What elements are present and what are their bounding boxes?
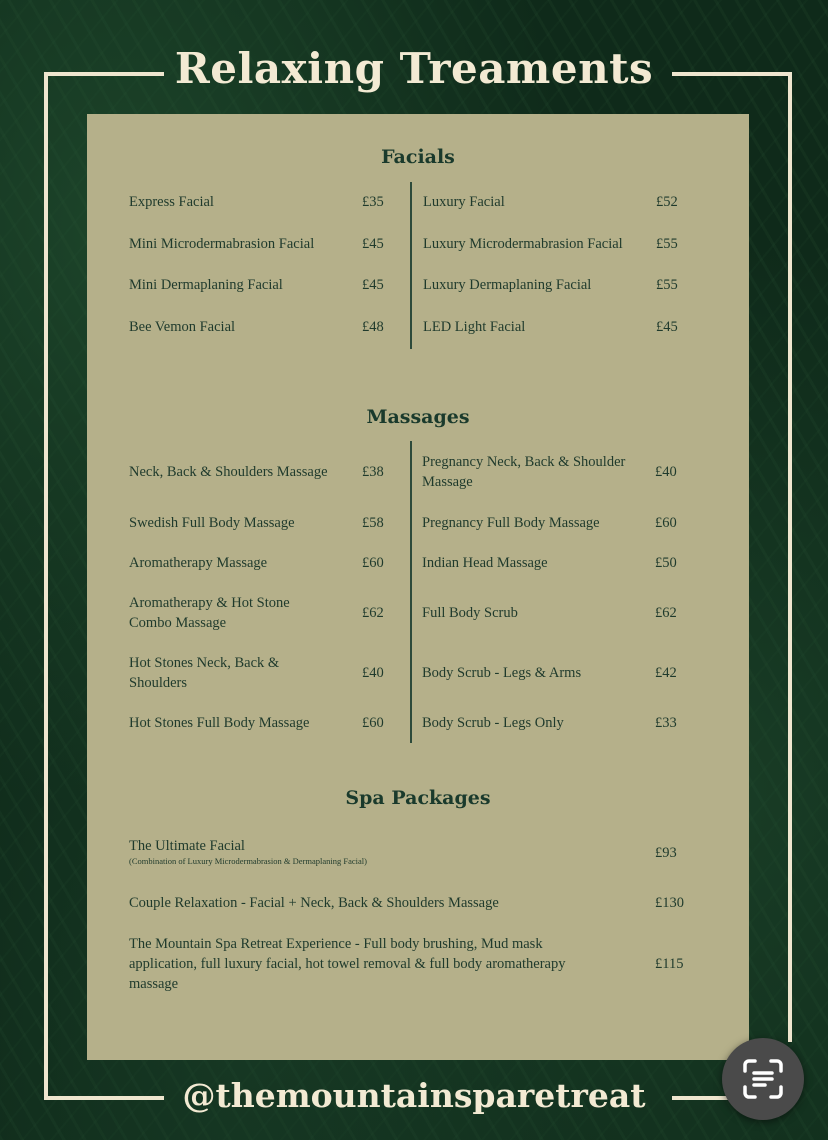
section-title-packages: Spa Packages: [345, 787, 491, 809]
massage-price: £60: [655, 515, 677, 531]
package-price: £130: [655, 895, 684, 911]
massage-item: Aromatherapy & Hot Stone Combo Massage: [129, 595, 290, 631]
text-scan-button[interactable]: [722, 1038, 804, 1120]
facial-price: £45: [656, 319, 678, 335]
facial-price: £55: [656, 277, 678, 293]
massage-price: £50: [655, 555, 677, 571]
facial-price: £35: [362, 194, 384, 210]
section-title-facials: Facials: [381, 146, 455, 168]
frame-left: [44, 72, 48, 1100]
facial-price: £48: [362, 319, 384, 335]
massage-item: Aromatherapy Massage: [129, 555, 268, 571]
massage-item: Indian Head Massage: [422, 555, 548, 571]
massage-item: Swedish Full Body Massage: [129, 515, 295, 531]
frame-right: [788, 72, 792, 1042]
facial-item: LED Light Facial: [423, 319, 526, 335]
facial-item: Express Facial: [129, 194, 214, 210]
massage-item: Pregnancy Neck, Back & Shoulder Massage: [422, 454, 626, 490]
facial-item: Luxury Dermaplaning Facial: [423, 277, 592, 293]
massage-price: £58: [362, 515, 384, 531]
social-handle: @themountainsparetreat: [182, 1076, 646, 1115]
massage-price: £42: [655, 665, 677, 681]
package-note: (Combination of Luxury Microdermabrasion & Dermaplaning Facial): [129, 856, 367, 866]
facial-price: £45: [362, 236, 384, 252]
massage-item: Body Scrub - Legs & Arms: [422, 665, 582, 681]
facial-price: £52: [656, 194, 678, 210]
package-price: £115: [655, 956, 684, 972]
massage-price: £62: [655, 605, 677, 621]
massage-price: £60: [362, 715, 384, 731]
package-item: The Mountain Spa Retreat Experience - Full body brushing, Mud mask application, full luxury facial, hot towel removal & full body aromatherapy massage: [129, 936, 566, 992]
page-title: Relaxing Treaments: [174, 44, 654, 93]
facial-item: Luxury Facial: [423, 194, 505, 210]
section-title-massages: Massages: [366, 406, 470, 428]
facial-item: Luxury Microdermabrasion Facial: [423, 236, 623, 252]
massage-price: £33: [655, 715, 677, 731]
package-price: £93: [655, 845, 677, 861]
facial-item: Mini Microdermabrasion Facial: [129, 236, 315, 252]
facial-price: £45: [362, 277, 384, 293]
massage-item: Neck, Back & Shoulders Massage: [129, 464, 328, 480]
facial-item: Bee Vemon Facial: [129, 319, 236, 335]
massage-item: Hot Stones Full Body Massage: [129, 715, 310, 731]
massage-price: £40: [362, 665, 384, 681]
package-item: The Ultimate Facial: [129, 838, 245, 854]
facial-item: Mini Dermaplaning Facial: [129, 277, 283, 293]
massages-divider: [410, 441, 412, 743]
massage-item: Pregnancy Full Body Massage: [422, 515, 600, 531]
facials-divider: [410, 182, 412, 349]
menu-panel: [87, 114, 749, 1060]
text-scan-icon: [739, 1055, 787, 1103]
package-item: Couple Relaxation - Facial + Neck, Back & Shoulders Massage: [129, 895, 499, 911]
massage-price: £40: [655, 464, 677, 480]
facial-price: £55: [656, 236, 678, 252]
massage-price: £38: [362, 464, 384, 480]
massage-price: £62: [362, 605, 384, 621]
massage-price: £60: [362, 555, 384, 571]
massage-item: Body Scrub - Legs Only: [422, 715, 564, 731]
massage-item: Full Body Scrub: [422, 605, 518, 621]
massage-item: Hot Stones Neck, Back & Shoulders: [129, 655, 280, 691]
